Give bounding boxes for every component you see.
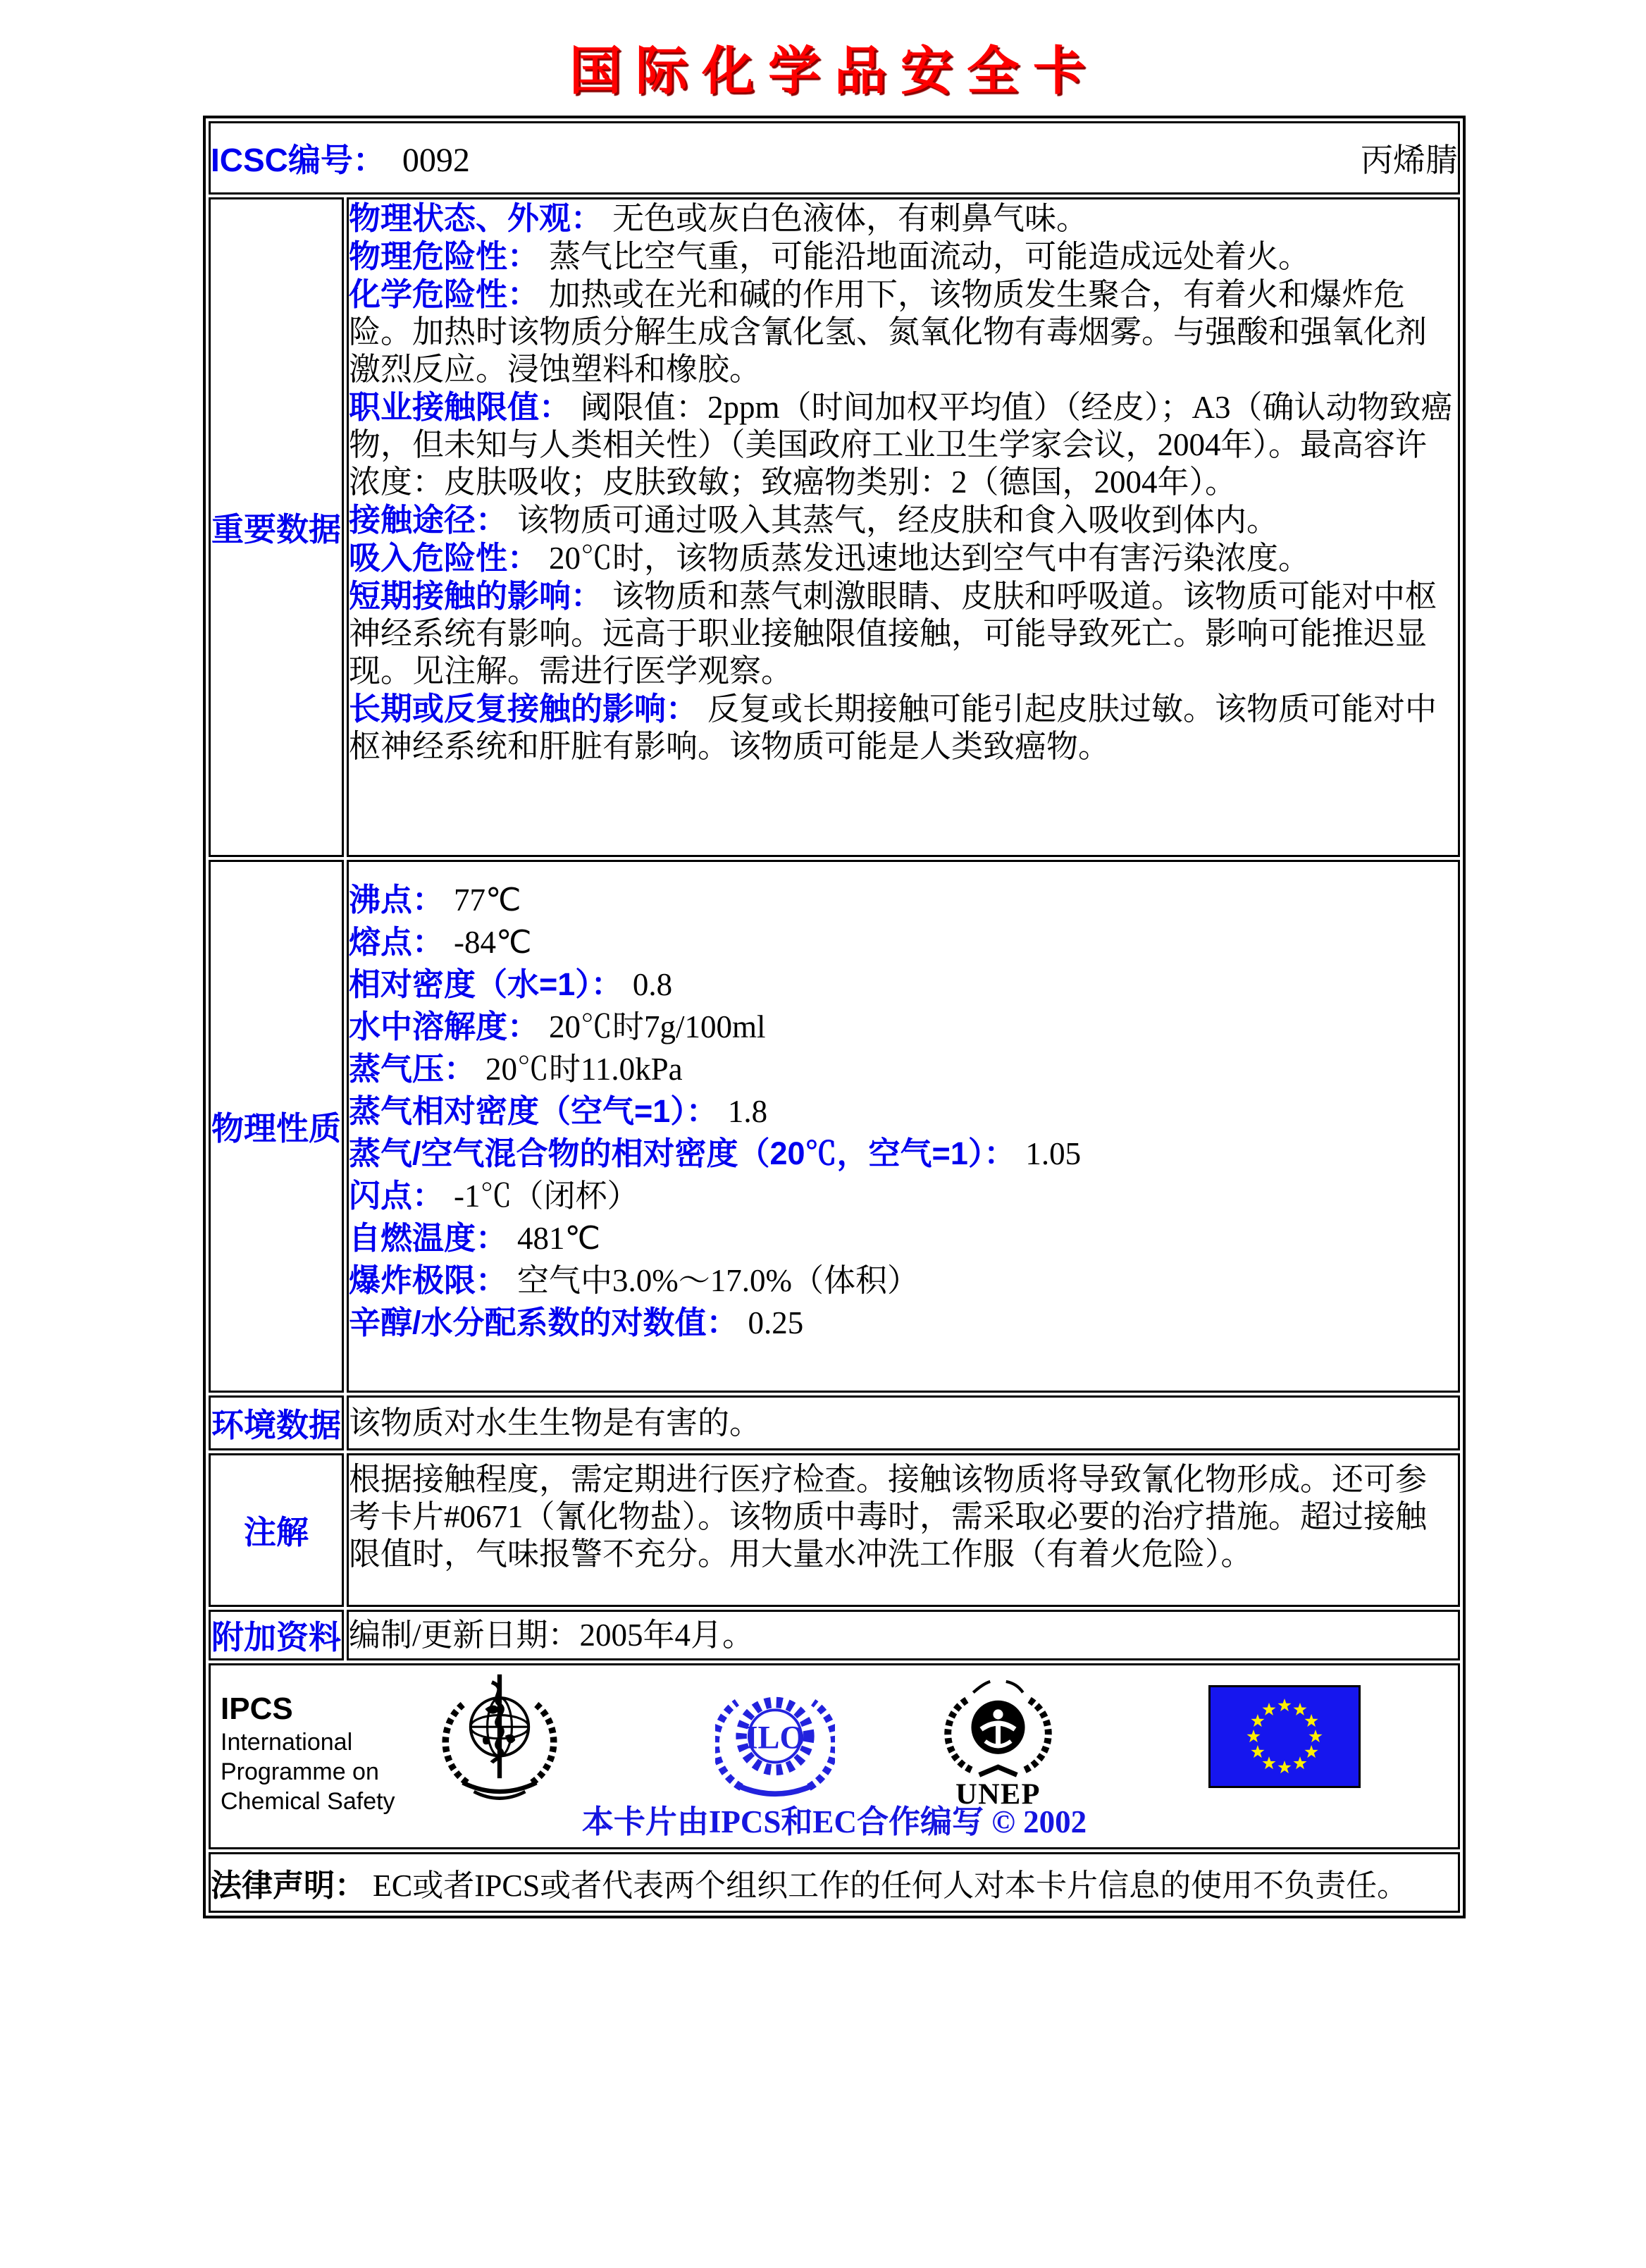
important-data-row xyxy=(209,197,1460,857)
important-item xyxy=(349,577,1458,690)
field-label: 短期接触的影响： xyxy=(349,578,603,614)
field-text: 该物质和蒸气刺激眼睛、皮肤和呼吸道。该物质可能对中枢神经系统有影响。远高于职业接触限值接触，可能导致死亡。影响可能推迟显现。见注解。需进行医学观察。 xyxy=(349,579,1437,689)
property-label: 爆炸极限： xyxy=(349,1262,508,1298)
property-label: 蒸气相对密度（空气=1）： xyxy=(349,1093,718,1129)
ipcs-subtitle-line: Programme on xyxy=(221,1758,379,1785)
notes-content xyxy=(347,1453,1460,1607)
property-value: 1.05 xyxy=(1025,1136,1082,1171)
additional-info-content xyxy=(347,1610,1460,1660)
ipcs-subtitle-line: International xyxy=(221,1729,353,1756)
icsc-header-cell xyxy=(209,121,1460,195)
row-label-important-data: 重要数据 xyxy=(209,197,344,857)
additional-info-row xyxy=(209,1610,1460,1660)
environmental-data-row xyxy=(209,1395,1460,1450)
physical-properties-content xyxy=(347,860,1460,1393)
ilo-logo-icon xyxy=(715,1674,835,1805)
property-value: -84℃ xyxy=(454,925,532,960)
icsc-number-value: 0092 xyxy=(402,142,470,179)
icsc-card-table xyxy=(203,116,1466,1918)
field-label: 物理危险性： xyxy=(349,238,540,274)
field-label: 化学危险性： xyxy=(349,276,540,312)
field-text: 20℃时，该物质蒸发迅速地达到空气中有害污染浓度。 xyxy=(549,541,1311,576)
property-item xyxy=(349,1090,1458,1133)
icsc-number-label: ICSC编号： xyxy=(211,142,385,178)
unep-logo-icon xyxy=(943,1672,1053,1810)
field-label: 物理状态、外观： xyxy=(349,200,603,236)
page-title: 国际化学品安全卡 xyxy=(569,42,1099,100)
property-label: 熔点： xyxy=(349,924,445,960)
physical-properties-row xyxy=(209,860,1460,1393)
footer-logos-row xyxy=(209,1663,1460,1849)
credit-text: 本卡片由IPCS和EC合作编写 xyxy=(581,1804,984,1839)
property-value: 1.8 xyxy=(727,1094,768,1129)
icsc-header-row xyxy=(209,121,1460,195)
ipcs-title: IPCS xyxy=(221,1691,293,1726)
field-text: 反复或长期接触可能引起皮肤过敏。该物质可能对中枢神经系统和肝脏有影响。该物质可能是人类致癌物。 xyxy=(349,691,1437,764)
unep-logo-text: UNEP xyxy=(955,1777,1041,1810)
important-item xyxy=(349,276,1458,388)
field-text: 该物质可通过吸入其蒸气，经皮肤和食入吸收到体内。 xyxy=(517,503,1279,538)
property-value: 空气中3.0%～17.0%（体积） xyxy=(517,1263,919,1298)
legal-cell xyxy=(209,1852,1460,1913)
property-item xyxy=(349,1175,1458,1217)
row-label-notes: 注解 xyxy=(209,1453,344,1607)
property-label: 辛醇/水分配系数的对数值： xyxy=(349,1305,738,1341)
important-item xyxy=(349,501,1458,539)
property-item xyxy=(349,1006,1458,1048)
property-item xyxy=(349,879,1458,921)
legal-label: 法律声明： xyxy=(211,1868,366,1903)
property-label: 闪点： xyxy=(349,1178,445,1214)
property-item xyxy=(349,921,1458,963)
notes-text: 根据接触程度，需定期进行医疗检查。接触该物质将导致氰化物形成。还可参考卡片#0671（氰化物盐）。该物质中毒时，需采取必要的治疗措施。超过接触限值时，气味报警不充分。用大量水冲洗工作服（有着火危险）。 xyxy=(349,1462,1428,1572)
additional-info-text: 编制/更新日期：2005年4月。 xyxy=(349,1617,755,1653)
property-value: 20℃时7g/100ml xyxy=(549,1009,766,1044)
property-item xyxy=(349,1048,1458,1090)
row-label-additional-info: 附加资料 xyxy=(209,1610,344,1660)
footer-logos-cell xyxy=(209,1663,1460,1849)
property-value: 481℃ xyxy=(517,1221,601,1256)
row-label-physical-properties: 物理性质 xyxy=(209,860,344,1393)
property-label: 沸点： xyxy=(349,882,445,918)
property-value: 77℃ xyxy=(454,882,521,918)
important-item xyxy=(349,388,1458,501)
legal-text: EC或者IPCS或者代表两个组织工作的任何人对本卡片信息的使用不负责任。 xyxy=(373,1868,1409,1903)
important-item xyxy=(349,199,1458,238)
notes-row xyxy=(209,1453,1460,1607)
environmental-text: 该物质对水生生物是有害的。 xyxy=(349,1405,762,1441)
property-value: -1℃（闭杯） xyxy=(454,1178,639,1214)
legal-row xyxy=(209,1852,1460,1913)
property-item xyxy=(349,1217,1458,1259)
ipcs-subtitle-line: Chemical Safety xyxy=(221,1788,395,1815)
property-label: 水中溶解度： xyxy=(349,1009,540,1044)
property-label: 蒸气压： xyxy=(349,1051,476,1087)
who-logo-icon xyxy=(438,1671,562,1811)
property-value: 0.25 xyxy=(748,1305,804,1341)
environmental-data-content xyxy=(347,1395,1460,1450)
chemical-name: 丙烯腈 xyxy=(1361,142,1458,178)
field-label: 接触途径： xyxy=(349,502,508,538)
property-item xyxy=(349,1259,1458,1302)
property-value: 0.8 xyxy=(632,967,673,1002)
property-item xyxy=(349,1302,1458,1344)
field-text: 加热或在光和碱的作用下，该物质发生聚合，有着火和爆炸危险。加热时该物质分解生成含氰化氢、氮氧化物有毒烟雾。与强酸和强氧化剂激烈反应。浸蚀塑料和橡胶。 xyxy=(349,277,1428,387)
field-text: 蒸气比空气重，可能沿地面流动，可能造成远处着火。 xyxy=(549,239,1311,274)
important-data-content xyxy=(347,197,1460,857)
copyright-text: © 2002 xyxy=(991,1804,1087,1839)
property-label: 自燃温度： xyxy=(349,1220,508,1256)
property-label: 蒸气/空气混合物的相对密度（20℃，空气=1）： xyxy=(349,1135,1016,1171)
field-label: 职业接触限值： xyxy=(349,389,571,425)
field-text: 阈限值：2ppm（时间加权平均值）（经皮）；A3（确认动物致癌物，但未知与人类相关性）（美国政府工业卫生学家会议，2004年）。最高容许浓度：皮肤吸收；皮肤致敏；致癌物类别：2（德国，2004年）。 xyxy=(349,390,1453,500)
property-item xyxy=(349,963,1458,1006)
field-label: 长期或反复接触的影响： xyxy=(349,691,698,727)
credit-line xyxy=(211,1796,1458,1842)
row-label-environmental-data: 环境数据 xyxy=(209,1395,344,1450)
field-text: 无色或灰白色液体，有刺鼻气味。 xyxy=(612,201,1089,236)
property-value: 20℃时11.0kPa xyxy=(485,1052,683,1087)
property-item xyxy=(349,1133,1458,1175)
icsc-number-group xyxy=(211,135,470,181)
important-item xyxy=(349,690,1458,765)
eu-flag-icon xyxy=(1208,1685,1361,1788)
important-item xyxy=(349,238,1458,276)
important-item xyxy=(349,539,1458,577)
field-label: 吸入危险性： xyxy=(349,540,540,576)
property-label: 相对密度（水=1）： xyxy=(349,966,623,1002)
ilo-logo-text: ILO xyxy=(745,1720,805,1756)
